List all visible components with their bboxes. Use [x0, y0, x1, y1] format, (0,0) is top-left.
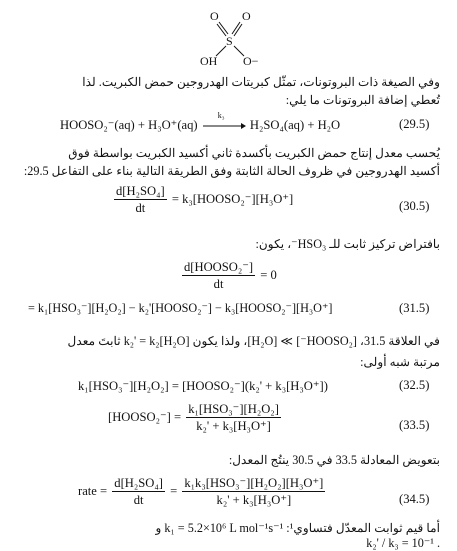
equation-30-5: [112, 184, 293, 216]
equation-number-31-5: (31.5): [399, 301, 430, 315]
arrow-label: k₃: [217, 111, 225, 121]
paragraph-5: بتعويض المعادلة 33.5 في 30.5 ينتُج المعدل:: [228, 453, 440, 467]
paragraph-4-line-2: مرتبة شبه أولى:: [360, 355, 440, 369]
fraction-rate-derivative: $\frac{\text{d[H₂SO₄]}}{dt}$: [114, 476, 163, 507]
equation-29-5: [60, 111, 341, 133]
eq295-rhs: H₂SO₄(aq) + H₂O: [249, 118, 341, 132]
equation-number-29-5: (29.5): [399, 117, 430, 131]
equation-31-5: = k₁[HSO₃⁻][H₂O₂] − k₂'[HOOSO₂⁻] − k₃[HOOSO₂⁻][H₃O⁺]: [28, 301, 333, 315]
reaction-arrow: [201, 111, 247, 132]
hydroxyl-group: OH: [200, 54, 218, 68]
equation-number-34-5: (34.5): [399, 492, 430, 506]
equation-32-5: k₁[HSO₃⁻][H₂O₂] = [HOOSO₂⁻](k₂' + k₃[H₃O⁺]): [78, 379, 328, 393]
equation-31-5-derivative: [180, 260, 277, 292]
equation-33-5: [108, 402, 283, 434]
paragraph-6-line-2: . k₂' / k₃ = 10⁻¹: [366, 536, 440, 550]
paragraph-1-line-1: وفي الصيغة ذات البروتونات، تمثّل كبريتات الهدروجين حمض الكبريت. لذا: [82, 75, 440, 89]
eq305-rhs: = k₃[HOOSO₂⁻][H₃O⁺]: [171, 191, 294, 206]
oxide-anion: O−: [243, 54, 259, 68]
fraction-dh2so4-dt: $\frac{\text{d[H₂SO₄]}}{dt}$: [116, 184, 165, 215]
fraction-dhooso2-dt: $\frac{\text{d[HOOSO₂⁻]}}{dt}$: [184, 260, 254, 291]
paragraph-2-line-1: يُحسب معدل إنتاج حمض الكبريت بأكسدة ثاني أكسيد الكبريت بواسطة فوق: [68, 146, 440, 160]
fraction-k1-over-k2-k3: $\frac{\text{k₁[HSO₃⁻][H₂O₂]}}{\text{k₂' + k₃[H₃O⁺]}}$: [188, 402, 279, 433]
eq335-lhs: [HOOSO₂⁻] =: [108, 409, 182, 424]
equation-number-30-5: (30.5): [399, 199, 430, 213]
eq295-lhs: HOOSO₂⁻(aq) + H₃O⁺(aq): [60, 118, 198, 132]
equation-number-33-5: (33.5): [399, 418, 430, 432]
eq345-lhs: rate =: [78, 483, 108, 498]
eq345-equals: =: [170, 483, 178, 498]
eq315a-rhs: = 0: [260, 267, 277, 282]
oxygen-top-right: O: [242, 9, 251, 23]
paragraph-2-line-2: أكسيد الهدروجين في ظروف الحالة الثابتة وفق الطريقة التالية بناء على التفاعل 29.5:: [23, 164, 440, 178]
paragraph-4-line-1: في العلاقة 31.5، [HOOSO₂⁻] ≫ [H₂O]، ولذا يكون k₂' = k₂[H₂O] ثابتَ معدل: [67, 334, 440, 348]
equation-number-32-5: (32.5): [399, 378, 430, 392]
fraction-rate-expression: $\frac{\text{k₁k₃[HSO₃⁻][H₂O₂][H₃O⁺]}}{\text{k₂' + k₃[H₃O⁺]}}$: [184, 476, 324, 507]
equation-34-5: [78, 476, 327, 508]
paragraph-1-line-2: تُعطي إضافة البروتونات ما يلي:: [285, 93, 440, 107]
paragraph-6-line-1: أما قيم ثوابت المعدّل فتساوي¹: k₁ = 5.2×10⁶ L mol⁻¹s⁻¹ و: [155, 521, 440, 535]
paragraph-3: بافتراض تركيز ثابت للـ HSO₃⁻، يكون:: [255, 237, 440, 251]
oxygen-top-left: O: [210, 9, 219, 23]
sulfur-atom: S: [226, 34, 233, 48]
